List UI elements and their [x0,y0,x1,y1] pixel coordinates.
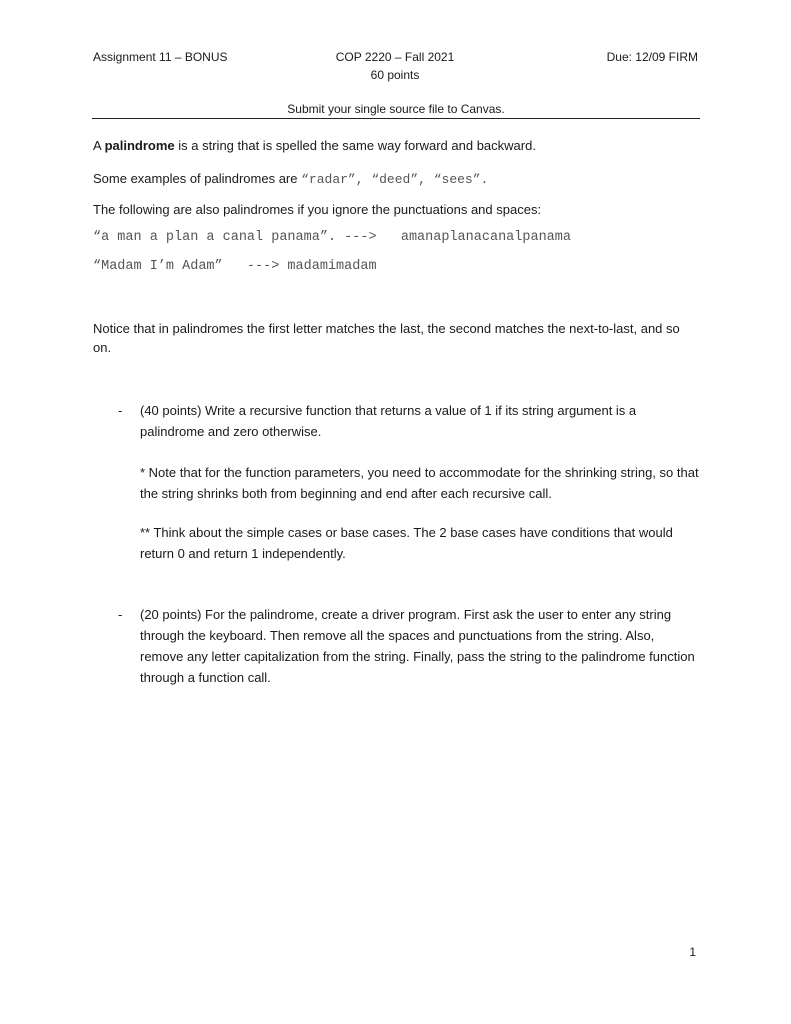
notice-paragraph: Notice that in palindromes the first letter matches the last, the second matches the next-to-last, and so on. [93,321,680,355]
header-points: 60 points [370,68,420,82]
ignore-punctuation-line: The following are also palindromes if you ignore the punctuations and spaces: [93,202,542,217]
examples-line [93,169,699,189]
examples-code: “radar”, “deed”, “sees”. [301,172,489,187]
task-2-dash: - [118,607,123,622]
header-course: COP 2220 – Fall 2021 [335,50,455,64]
header-assignment: Assignment 11 – BONUS [93,50,228,64]
example-panama: “a man a plan a canal panama”. ---> amanaplanacanalpanama [93,230,571,245]
task-1-description: (40 points) Write a recursive function that returns a value of 1 if its string argument is a palindrome and zero otherwise. [140,403,637,439]
task-1-note-base-cases: ** Think about the simple cases or base cases. The 2 base cases have conditions that would return 0 and return 1 independently. [140,525,673,561]
header-divider [92,118,700,119]
palindrome-definition [93,136,699,155]
task-2-description: (20 points) For the palindrome, create a driver program. First ask the user to enter any string through the keyboard. Then remove all the spaces and punctuations from the string. Also, remove any letter capitalization from the string. Finally, pass the string to the palindrome function through a function call. [140,607,695,685]
definition-prefix: A [93,138,105,153]
examples-prefix: Some examples of palindromes are [93,171,302,186]
example-madam: “Madam I’m Adam” ---> madamimadam [93,259,377,274]
task-1-note-shrinking: * Note that for the function parameters, you need to accommodate for the shrinking string, so that the string shrinks both from beginning and end after each recursive call. [140,465,699,501]
task-1-dash: - [118,403,123,418]
header-submit-instructions: Submit your single source file to Canvas. [287,102,505,116]
definition-term: palindrome [104,138,175,153]
definition-suffix: is a string that is spelled the same way forward and backward. [174,138,536,153]
page-number: 1 [689,945,696,959]
header-due-date: Due: 12/09 FIRM [606,50,698,64]
